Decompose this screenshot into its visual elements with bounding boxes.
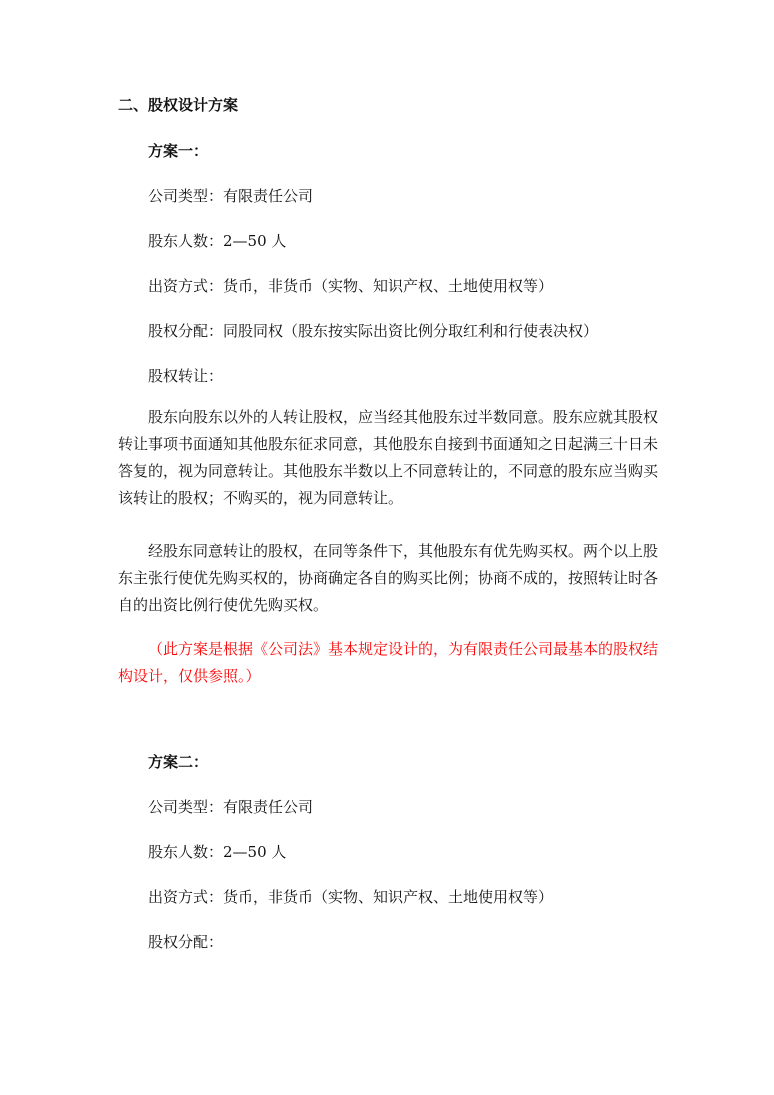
plan2-company-type: 公司类型：有限责任公司 [148,798,314,816]
plan2-heading: 方案二： [148,753,209,771]
plan2-shareholders: 股东人数：2—50 人 [148,843,287,861]
plan1-note: （此方案是根据《公司法》基本规定设计的，为有限责任公司最基本的股权结构设计，仅供参照。） [118,640,659,685]
plan1-transfer-paragraph-1: 股东向股东以外的人转让股权，应当经其他股东过半数同意。股东应就其股权转让事项书面通知其他股东征求同意，其他股东自接到书面通知之日起满三十日未答复的，视为同意转让。其他股东半数以上不同意转让的，不同意的股东应当购买该转让的股权；不购买的，视为同意转让。 [118,408,659,507]
plan1-contribution: 出资方式：货币，非货币（实物、知识产权、土地使用权等） [148,277,554,295]
plan2-contribution: 出资方式：货币，非货币（实物、知识产权、土地使用权等） [148,888,554,906]
section-title: 二、股权设计方案 [118,96,239,114]
plan1-distribution: 股权分配：同股同权（股东按实际出资比例分取红利和行使表决权） [148,322,599,340]
plan2-distribution-label: 股权分配： [148,933,224,951]
plan1-transfer-label: 股权转让： [148,367,224,385]
plan1-transfer-paragraph-2: 经股东同意转让的股权，在同等条件下，其他股东有优先购买权。两个以上股东主张行使优先购买权的，协商确定各自的购买比例；协商不成的，按照转让时各自的出资比例行使优先购买权。 [118,542,659,614]
plan1-company-type: 公司类型：有限责任公司 [148,187,314,205]
plan1-heading: 方案一： [148,142,209,160]
plan1-shareholders: 股东人数：2—50 人 [148,232,287,250]
